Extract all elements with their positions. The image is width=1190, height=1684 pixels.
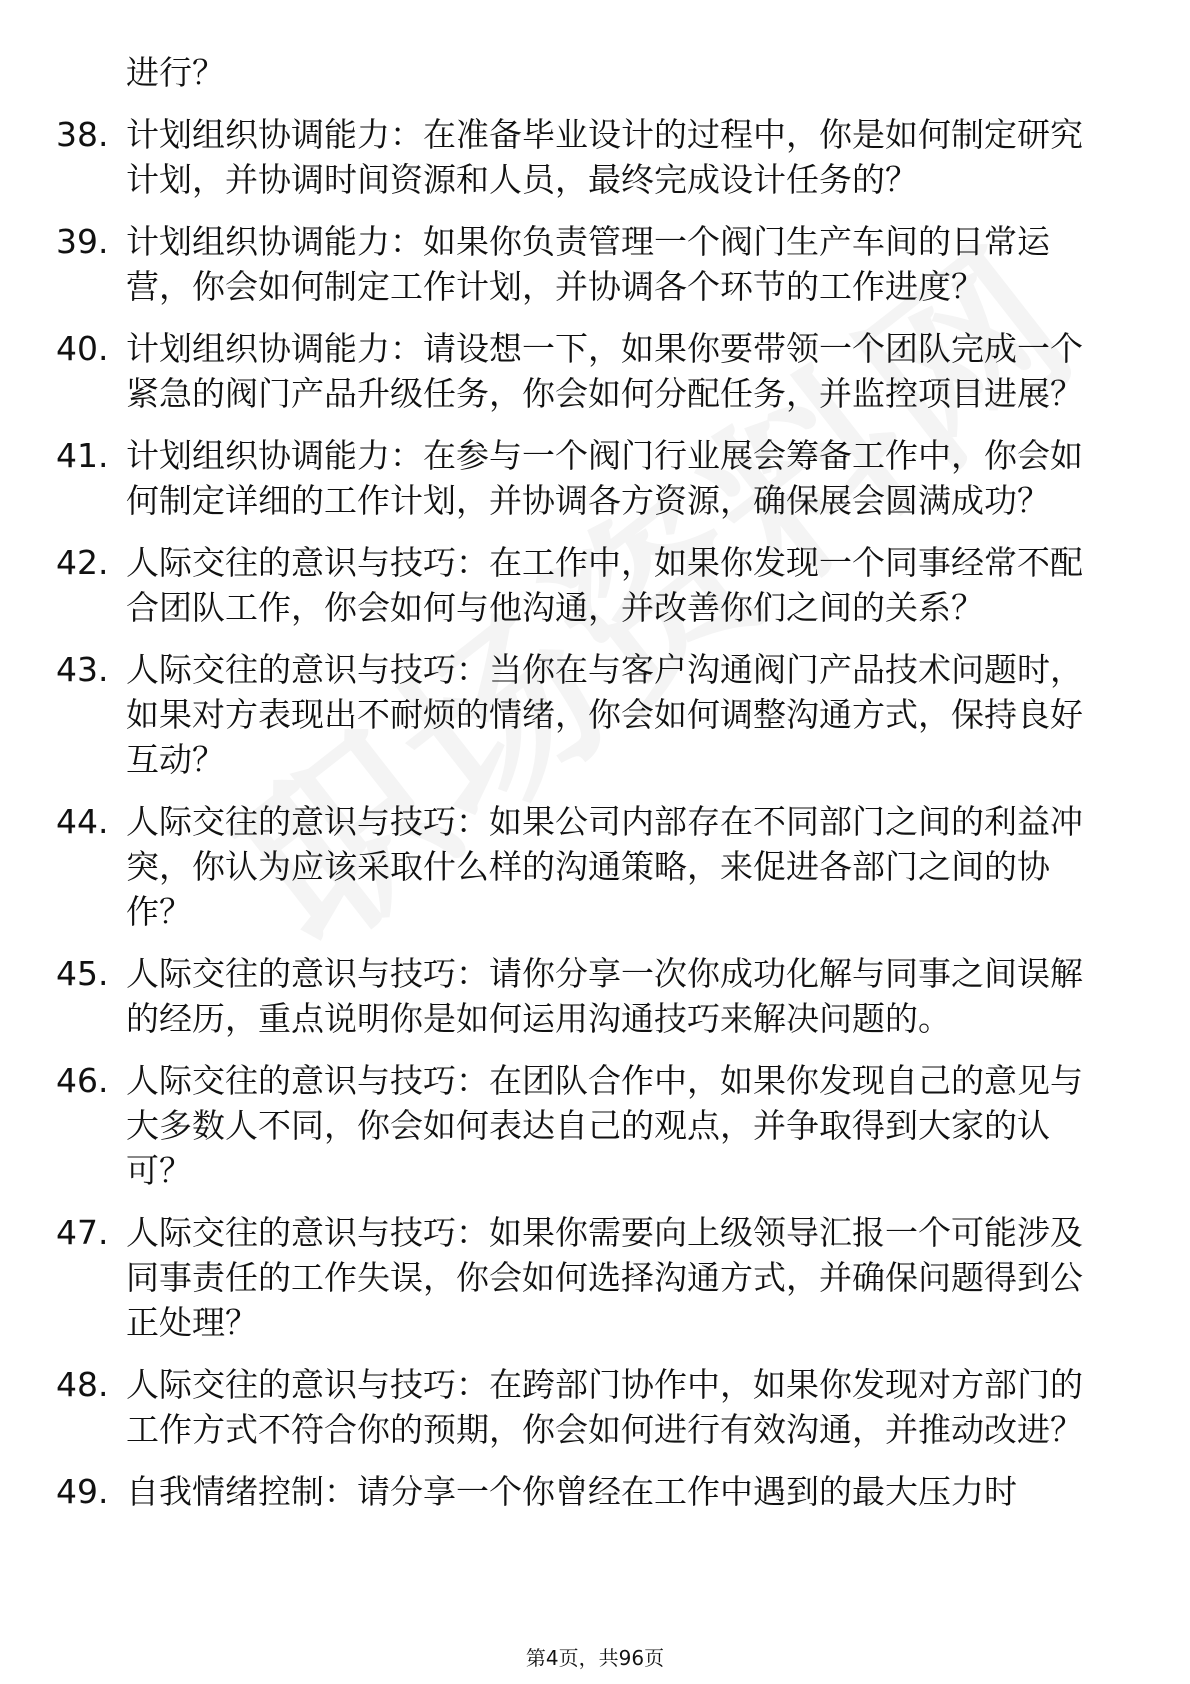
question-number: 42. — [56, 543, 109, 582]
page-footer: 第4页，共96页 — [525, 1646, 665, 1670]
question-text: 计划组织协调能力：请设想一下，如果你要带领一个团队完成一个紧急的阀门产品升级任务，你会如何分配任务，并监控项目进展？ — [126, 329, 1083, 413]
question-item — [0, 647, 1106, 782]
question-item — [0, 1469, 1106, 1514]
question-number: 41. — [56, 436, 109, 475]
question-number: 48. — [56, 1365, 109, 1404]
question-text: 计划组织协调能力：在准备毕业设计的过程中，你是如何制定研究计划，并协调时间资源和人员，最终完成设计任务的？ — [126, 115, 1083, 199]
question-text: 人际交往的意识与技巧：在团队合作中，如果你发现自己的意见与大多数人不同，你会如何表达自己的观点，并争取得到大家的认可？ — [126, 1061, 1083, 1190]
question-item — [0, 112, 1106, 202]
question-text: 计划组织协调能力：如果你负责管理一个阀门生产车间的日常运营，你会如何制定工作计划，并协调各个环节的工作进度？ — [126, 222, 1050, 306]
question-number: 46. — [56, 1061, 109, 1100]
question-text: 人际交往的意识与技巧：在工作中，如果你发现一个同事经常不配合团队工作，你会如何与他沟通，并改善你们之间的关系？ — [126, 543, 1083, 627]
question-number: 47. — [56, 1213, 109, 1252]
question-item — [0, 219, 1106, 309]
question-item — [0, 1210, 1106, 1345]
question-number: 43. — [56, 650, 109, 689]
question-item — [0, 540, 1106, 630]
continuation-text: 进行？ — [126, 53, 225, 92]
question-number: 45. — [56, 954, 109, 993]
question-item — [0, 1058, 1106, 1193]
question-item — [0, 326, 1106, 416]
question-number: 39. — [56, 222, 109, 261]
question-item — [0, 433, 1106, 523]
question-list — [0, 112, 1190, 1514]
question-number: 38. — [56, 115, 109, 154]
question-item — [0, 799, 1106, 934]
question-text: 自我情绪控制：请分享一个你曾经在工作中遇到的最大压力时 — [126, 1472, 1017, 1511]
question-text: 计划组织协调能力：在参与一个阀门行业展会筹备工作中，你会如何制定详细的工作计划，并协调各方资源，确保展会圆满成功？ — [126, 436, 1083, 520]
question-content — [0, 50, 1190, 1531]
question-number: 49. — [56, 1472, 109, 1511]
question-text: 人际交往的意识与技巧：当你在与客户沟通阀门产品技术问题时，如果对方表现出不耐烦的情绪，你会如何调整沟通方式，保持良好互动？ — [126, 650, 1083, 779]
question-text: 人际交往的意识与技巧：如果公司内部存在不同部门之间的利益冲突，你认为应该采取什么样的沟通策略，来促进各部门之间的协作？ — [126, 802, 1083, 931]
question-number: 44. — [56, 802, 109, 841]
question-item — [0, 951, 1106, 1041]
question-item — [0, 1362, 1106, 1452]
question-number: 40. — [56, 329, 109, 368]
question-text: 人际交往的意识与技巧：请你分享一次你成功化解与同事之间误解的经历，重点说明你是如何运用沟通技巧来解决问题的。 — [126, 954, 1083, 1038]
question-text: 人际交往的意识与技巧：如果你需要向上级领导汇报一个可能涉及同事责任的工作失误，你会如何选择沟通方式，并确保问题得到公正处理？ — [126, 1213, 1083, 1342]
continuation-item — [0, 50, 1106, 95]
question-text: 人际交往的意识与技巧：在跨部门协作中，如果你发现对方部门的工作方式不符合你的预期，你会如何进行有效沟通，并推动改进？ — [126, 1365, 1083, 1449]
